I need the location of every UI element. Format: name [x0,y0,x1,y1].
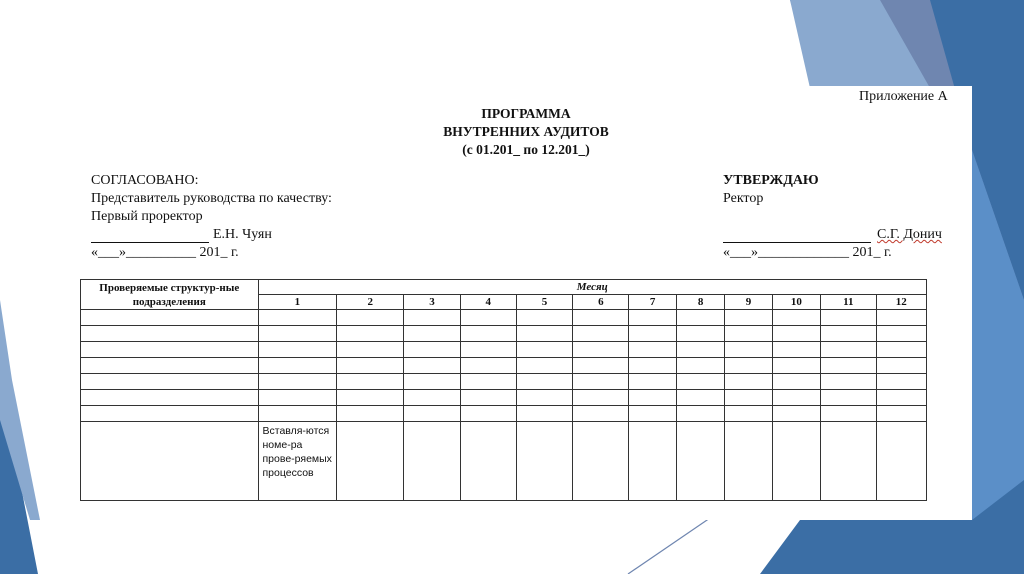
table-cell [337,374,404,390]
table-cell [404,358,460,374]
table-cell [676,374,724,390]
table-cell [821,374,876,390]
table-row [81,342,927,358]
table-cell [516,310,572,326]
table-cell [573,406,629,422]
table-cell [876,342,927,358]
table-cell [460,390,516,406]
table-cell [772,310,820,326]
table-cell [725,342,772,358]
table-cell [258,358,337,374]
table-cell [337,390,404,406]
agreed-signature-line [91,242,209,243]
table-cell [676,390,724,406]
table-cell [821,390,876,406]
table-cell [404,422,460,501]
month-header: 9 [725,295,772,310]
table-cell [821,342,876,358]
table-cell [876,422,927,501]
table-cell [725,310,772,326]
table-cell [460,422,516,501]
table-cell [460,374,516,390]
approved-name: С.Г. Донич [877,227,942,242]
table-row [81,374,927,390]
table-cell [516,358,572,374]
table-cell [460,326,516,342]
table-cell [404,390,460,406]
table-cell [460,406,516,422]
table-cell [258,310,337,326]
agreed-position: Представитель руководства по качеству: [91,191,332,206]
table-cell [258,374,337,390]
month-header: 8 [676,295,724,310]
table-cell [81,422,259,501]
table-cell [629,406,676,422]
approved-position: Ректор [723,191,764,206]
table-cell [516,406,572,422]
month-header: 3 [404,295,460,310]
table-cell [81,342,259,358]
table-cell [337,358,404,374]
table-cell [258,342,337,358]
table-cell [573,310,629,326]
agreed-date: «___»__________ 201_ г. [91,245,239,260]
appendix-label: Приложение А [859,89,948,104]
table-cell [629,342,676,358]
table-cell [821,422,876,501]
table-cell [676,342,724,358]
doc-title-line2: ВНУТРЕННИХ АУДИТОВ [443,124,609,139]
table-cell [876,310,927,326]
table-cell [404,374,460,390]
table-cell [676,326,724,342]
table-row [81,422,927,501]
table-cell [876,374,927,390]
table-cell [725,374,772,390]
deco-thin-line [628,518,710,574]
doc-title-line3: (с 01.201_ по 12.201_) [462,142,590,157]
month-header: 7 [629,295,676,310]
table-cell [676,422,724,501]
table-cell [516,390,572,406]
process-numbers-note: Вставля-ются номе-ра прове-ряемых процессов [258,422,337,501]
table-cell [460,342,516,358]
table-cell [629,310,676,326]
table-cell [516,422,572,501]
table-cell [258,326,337,342]
table-cell [629,358,676,374]
table-cell [725,406,772,422]
table-row [81,358,927,374]
table-cell [573,422,629,501]
table-cell [337,422,404,501]
agreed-heading: СОГЛАСОВАНО: [91,173,199,188]
approved-heading: УТВЕРЖДАЮ [723,173,819,188]
table-cell [404,406,460,422]
table-cell [516,342,572,358]
doc-title-line1: ПРОГРАММА [481,106,571,121]
agreed-name: Е.Н. Чуян [213,227,272,242]
col-header-months: Месяц [258,280,927,295]
table-cell [772,390,820,406]
table-cell [772,374,820,390]
month-header: 11 [821,295,876,310]
approved-signature-line [723,242,871,243]
month-header: 6 [573,295,629,310]
table-cell [725,390,772,406]
table-cell [81,310,259,326]
table-cell [876,406,927,422]
table-cell [629,390,676,406]
table-cell [772,422,820,501]
table-cell [404,326,460,342]
month-header: 2 [337,295,404,310]
table-cell [629,374,676,390]
table-cell [573,390,629,406]
table-row [81,310,927,326]
table-cell [629,422,676,501]
table-cell [81,374,259,390]
table-cell [81,358,259,374]
table-cell [404,310,460,326]
table-row [81,406,927,422]
month-header: 10 [772,295,820,310]
table-row [81,390,927,406]
month-header: 4 [460,295,516,310]
col-header-departments: Проверяемые структур-ные подразделения [81,280,259,310]
month-header: 1 [258,295,337,310]
table-cell [81,406,259,422]
table-cell [629,326,676,342]
table-cell [81,326,259,342]
table-row [81,326,927,342]
table-cell [676,406,724,422]
table-cell [821,406,876,422]
agreed-title: Первый проректор [91,209,203,224]
table-cell [821,310,876,326]
table-cell [460,310,516,326]
table-cell [337,310,404,326]
table-cell [725,326,772,342]
month-header: 5 [516,295,572,310]
table-cell [516,326,572,342]
table-cell [876,390,927,406]
table-cell [772,326,820,342]
table-cell [337,406,404,422]
month-header: 12 [876,295,927,310]
table-cell [772,342,820,358]
table-cell [821,326,876,342]
table-cell [821,358,876,374]
table-cell [725,422,772,501]
approved-date: «___»_____________ 201_ г. [723,245,892,260]
table-cell [676,310,724,326]
table-cell [573,374,629,390]
table-cell [876,326,927,342]
table-cell [573,342,629,358]
table-cell [573,326,629,342]
table-cell [772,358,820,374]
table-cell [258,406,337,422]
table-cell [460,358,516,374]
audit-schedule-table [80,279,927,501]
table-cell [772,406,820,422]
table-cell [337,342,404,358]
table-cell [573,358,629,374]
table-cell [81,390,259,406]
table-cell [516,374,572,390]
table-cell [337,326,404,342]
table-cell [404,342,460,358]
table-cell [876,358,927,374]
table-cell [676,358,724,374]
table-cell [258,390,337,406]
table-cell [725,358,772,374]
